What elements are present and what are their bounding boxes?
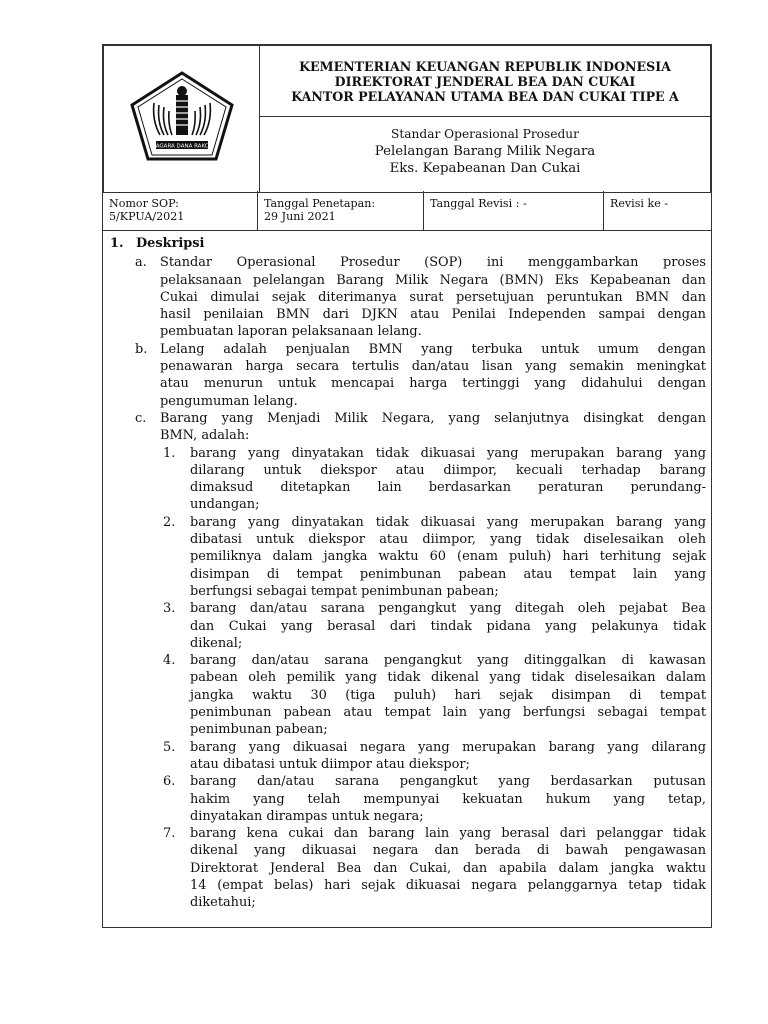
list-item-line: pelaksanaan pelelangan Barang Milik Negara (BMN) Eks Kepabeanan dan <box>160 272 706 288</box>
logo-cell <box>104 46 260 193</box>
sub-list-item-line: dimaksud ditetapkan lain berdasarkan peraturan perundang- <box>190 480 706 496</box>
sub-list-item <box>108 739 706 774</box>
sub-list-item-line: hakim yang telah mempunyai kekuatan hukum yang tetap, <box>190 791 706 807</box>
list-item-line: pengumuman lelang. <box>160 393 298 409</box>
sop-title-line-1: Pelelangan Barang Milik Negara <box>374 144 596 160</box>
sub-list-item-line: dinyatakan dirampas untuk negara; <box>190 808 424 824</box>
institution-heading <box>260 46 711 117</box>
sub-list-item-line: barang kena cukai dan barang lain yang berasal dari pelanggar tidak <box>190 826 706 842</box>
sop-header-table <box>103 45 711 193</box>
sub-list-item-label: 1. <box>163 445 176 461</box>
revision-date: Tanggal Revisi : - <box>430 197 527 210</box>
section-title: Deskripsi <box>136 236 205 251</box>
establish-date-value: 29 Juni 2021 <box>264 210 336 223</box>
sub-list-item-label: 4. <box>163 653 176 669</box>
list-item-line: Standar Operasional Prosedur (SOP) ini menggambarkan proses <box>160 255 706 271</box>
sub-list-item-line: penimbunan pabean atau tempat lain yang berfungsi sebagai tempat <box>190 705 706 721</box>
sub-list-item-line: atau dibatasi untuk diimpor atau diekspor; <box>190 756 470 772</box>
document-page <box>102 44 712 928</box>
list-item <box>108 254 706 340</box>
sub-list-item <box>108 825 706 911</box>
sub-list-item-line: barang yang dikuasai negara yang merupakan barang yang dilarang <box>190 739 706 755</box>
establish-date-label: Tanggal Penetapan: <box>264 197 376 210</box>
sub-list-item-line: dan Cukai yang berasal dari tindak pidana yang pelakunya tidak <box>190 618 706 634</box>
revision-number: Revisi ke - <box>610 197 669 210</box>
revision-date-cell <box>424 191 604 230</box>
sub-list-item-line: barang dan/atau sarana pengangkut yang ditinggalkan di kawasan <box>190 653 706 669</box>
sub-list-item-label: 3. <box>163 601 176 617</box>
list-item-line: pembuatan laporan pelaksanaan lelang. <box>160 324 422 340</box>
sub-list-item <box>108 514 706 600</box>
sub-list-item-line: barang yang dinyatakan tidak dikuasai yang merupakan barang yang <box>190 514 706 530</box>
description-items <box>108 254 706 911</box>
sub-list-item-line: dikenal yang dikuasai negara dan berada di bawah pengawasan <box>190 843 706 859</box>
sop-number-cell <box>103 191 258 230</box>
sub-list-item-label: 5. <box>163 739 176 755</box>
logo-caption: NAGARA DANA RAKCA <box>151 143 212 150</box>
sub-list-item-line: pemiliknya dalam jangka waktu 60 (enam puluh) hari terhitung sejak <box>190 549 706 565</box>
sub-list-item-label: 7. <box>163 826 176 842</box>
sub-list-item-line: pabean oleh pemilik yang tidak dikenal yang tidak diselesaikan dalam <box>190 670 706 686</box>
sub-list-item-line: 14 (empat belas) hari sejak dikuasai negara pelanggarnya tetap tidak <box>190 877 706 893</box>
list-item-label: c. <box>135 410 147 426</box>
sub-list-item <box>108 600 706 652</box>
list-item-line: Barang yang Menjadi Milik Negara, yang selanjutnya disingkat dengan <box>160 410 706 426</box>
sub-list-item-line: dikenal; <box>190 635 243 651</box>
sub-list-item <box>108 652 706 738</box>
revision-number-cell <box>604 191 711 230</box>
sub-list-item-line: jangka waktu 30 (tiga puluh) hari sejak disimpan di tempat <box>190 687 706 703</box>
list-item-line: atau menurun untuk mencapai harga tertinggi yang didahului dengan <box>160 376 706 392</box>
list-item-line: Cukai dimulai sejak diterimanya surat persetujuan peruntukan BMN dan <box>160 289 706 305</box>
sop-meta-row <box>103 191 711 231</box>
sub-list-item-line: disimpan di tempat penimbunan pabean atau tempat lain yang <box>190 566 706 582</box>
sub-list-item-line: berfungsi sebagai tempat penimbunan pabean; <box>190 583 499 599</box>
list-item-line: Lelang adalah penjualan BMN yang terbuka untuk umum dengan <box>160 341 706 357</box>
sop-content <box>108 235 706 912</box>
sub-list-item-label: 6. <box>163 774 176 790</box>
directorate-name: DIREKTORAT JENDERAL BEA DAN CUKAI <box>334 74 636 89</box>
sub-list-item-label: 2. <box>163 514 176 530</box>
sop-number-value: 5/KPUA/2021 <box>109 210 185 223</box>
sub-list-item-line: penimbunan pabean; <box>190 722 328 738</box>
list-item-label: a. <box>135 255 147 271</box>
sub-list-item-line: diketahui; <box>190 895 256 911</box>
sub-list-item-line: dibatasi untuk diekspor atau diimpor, yang tidak diselesaikan oleh <box>190 532 706 548</box>
list-item-label: b. <box>135 341 148 357</box>
sub-list-item-line: Direktorat Jenderal Bea dan Cukai, dan apabila dalam jangka waktu <box>190 860 706 876</box>
sub-list-item-line: barang yang dinyatakan tidak dikuasai yang merupakan barang yang <box>190 445 706 461</box>
list-item <box>108 410 706 445</box>
office-name: KANTOR PELAYANAN UTAMA BEA DAN CUKAI TIPE A <box>291 89 679 104</box>
sub-list-item-line: undangan; <box>190 497 260 513</box>
ministry-name: KEMENTERIAN KEUANGAN REPUBLIK INDONESIA <box>299 59 671 74</box>
list-item-line: hasil penilaian BMN dari DJKN atau Penilai Independen sampai dengan <box>160 307 706 323</box>
sub-list-item-line: barang dan/atau sarana pengangkut yang ditegah oleh pejabat Bea <box>190 601 706 617</box>
sub-list-item-line: dilarang untuk diekspor atau diimpor, kecuali terhadap barang <box>190 462 706 478</box>
list-item-line: penawaran harga secara tertulis dan/atau lisan yang semakin meningkat <box>160 359 706 375</box>
section-heading <box>108 235 706 252</box>
ministry-logo-icon <box>126 69 238 165</box>
sub-list-item <box>108 445 706 514</box>
establish-date-cell <box>258 191 424 230</box>
list-item <box>108 341 706 410</box>
sop-title-block <box>260 117 711 193</box>
sub-list-item <box>108 773 706 825</box>
list-item-line: BMN, adalah: <box>160 428 250 444</box>
sop-title-line-2: Eks. Kepabeanan Dan Cukai <box>389 161 581 177</box>
sop-number-label: Nomor SOP: <box>109 197 179 210</box>
sub-list-item-line: barang dan/atau sarana pengangkut yang berdasarkan putusan <box>190 774 706 790</box>
sop-label: Standar Operasional Prosedur <box>391 127 579 142</box>
section-number: 1. <box>110 236 124 251</box>
